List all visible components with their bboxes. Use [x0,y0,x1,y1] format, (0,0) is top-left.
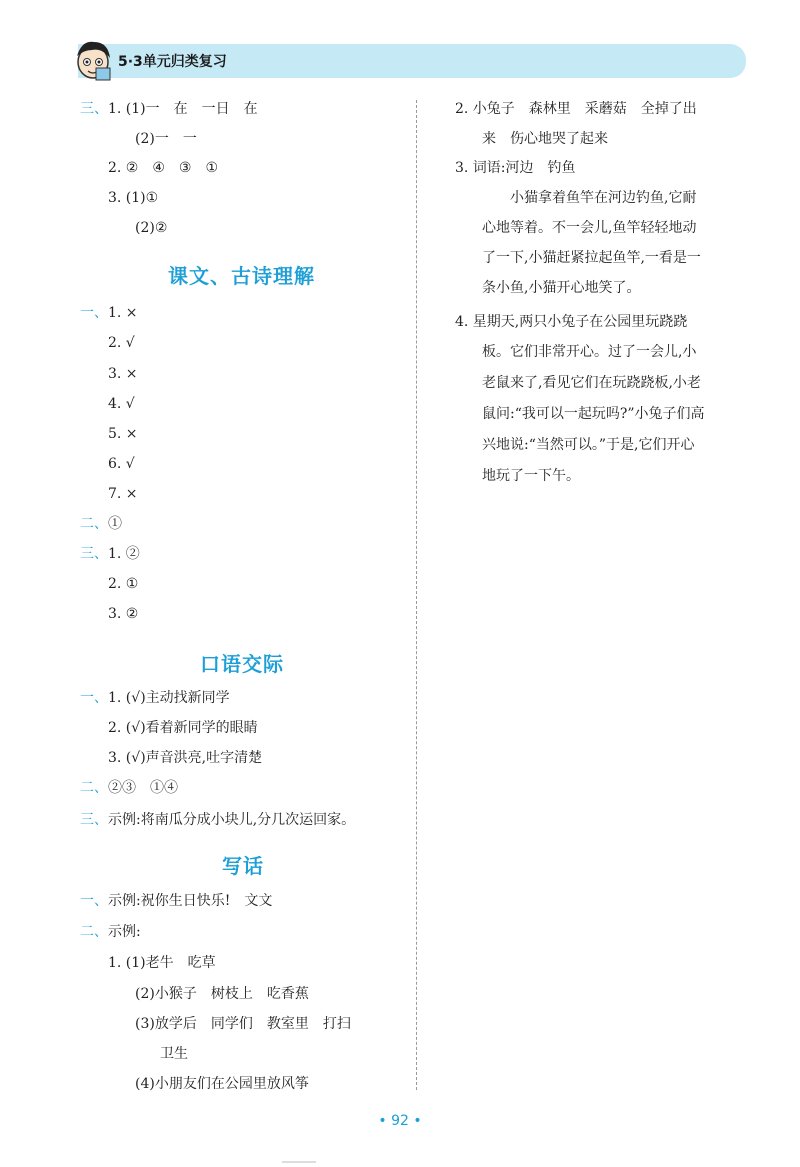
answer-line: 3. (√)声音洪亮,吐字清楚 [108,750,263,766]
answer-line: 2. √ [108,335,135,351]
answer-line: 兴地说:“当然可以。”于是,它们开心 [482,437,695,453]
answer-line: (2)小猴子 树枝上 吃香蕉 [135,986,309,1002]
answer-line: 了一下,小猫赶紧拉起鱼竿,一看是一 [482,250,701,266]
answer-line: 2. (√)看着新同学的眼睛 [108,720,258,736]
answer-line: 一、1. (√)主动找新同学 [80,690,230,706]
answer-line: 7. × [108,486,138,502]
answer-line: 1. (1)老牛 吃草 [108,955,216,971]
answer-line: 小猫拿着鱼竿在河边钓鱼,它耐 [510,190,697,206]
answer-line: (3)放学后 同学们 教室里 打扫 [135,1016,351,1032]
answer-line: 心地等着。不一会儿,鱼竿轻轻地动 [482,220,697,236]
answer-line: 条小鱼,小猫开心地笑了。 [482,280,641,296]
answer-line: 一、1. × [80,305,138,321]
answer-line: 6. √ [108,456,135,472]
answer-line: 一、示例:祝你生日快乐! 文文 [80,893,273,909]
answer-line: 三、示例:将南瓜分成小块儿,分几次运回家。 [80,812,356,828]
answer-line: 2. 小兔子 森林里 采蘑菇 全掉了出 [455,101,697,117]
mascot-icon [72,38,114,84]
header-title: 5·3单元归类复习 [118,54,227,70]
answer-line: 地玩了一下午。 [482,468,580,484]
answer-line: 4. √ [108,396,135,412]
answer-line: 3. × [108,366,138,382]
section-title-texts: 课文、古诗理解 [168,264,315,288]
footer-mark [282,1161,316,1163]
answer-line: 二、②③ ①④ [80,780,178,796]
section-title-speaking: 口语交际 [200,652,284,676]
answer-line: 三、1. (1)一 在 一日 在 [80,101,258,117]
answer-line: 4. 星期天,两只小兔子在公园里玩跷跷 [455,314,688,330]
answer-line: 二、① [80,516,122,532]
answer-line: 3. 词语:河边 钓鱼 [455,160,576,176]
page-number: • 92 • [378,1113,422,1129]
answer-line: 卫生 [160,1046,188,1062]
answer-line: 3. ② [108,606,139,622]
answer-line: (2)② [135,220,168,236]
answer-line: (4)小朋友们在公园里放风筝 [135,1076,309,1092]
answer-line: 三、1. ② [80,546,140,562]
answer-line: 鼠问:“我可以一起玩吗?”小兔子们高 [482,406,705,422]
answer-line: 二、示例: [80,924,141,940]
column-divider [416,100,417,1090]
answer-line: 老鼠来了,看见它们在玩跷跷板,小老 [482,375,701,391]
answer-line: 3. (1)① [108,190,159,206]
answer-line: 2. ① [108,576,139,592]
answer-line: 2. ② ④ ③ ① [108,160,219,176]
header-banner [78,44,746,78]
answer-line: 来 伤心地哭了起来 [482,131,608,147]
answer-line: 5. × [108,426,138,442]
section-title-writing: 写话 [222,854,264,878]
answer-line: 板。它们非常开心。过了一会儿,小 [482,344,697,360]
answer-line: (2)一 一 [135,131,197,147]
